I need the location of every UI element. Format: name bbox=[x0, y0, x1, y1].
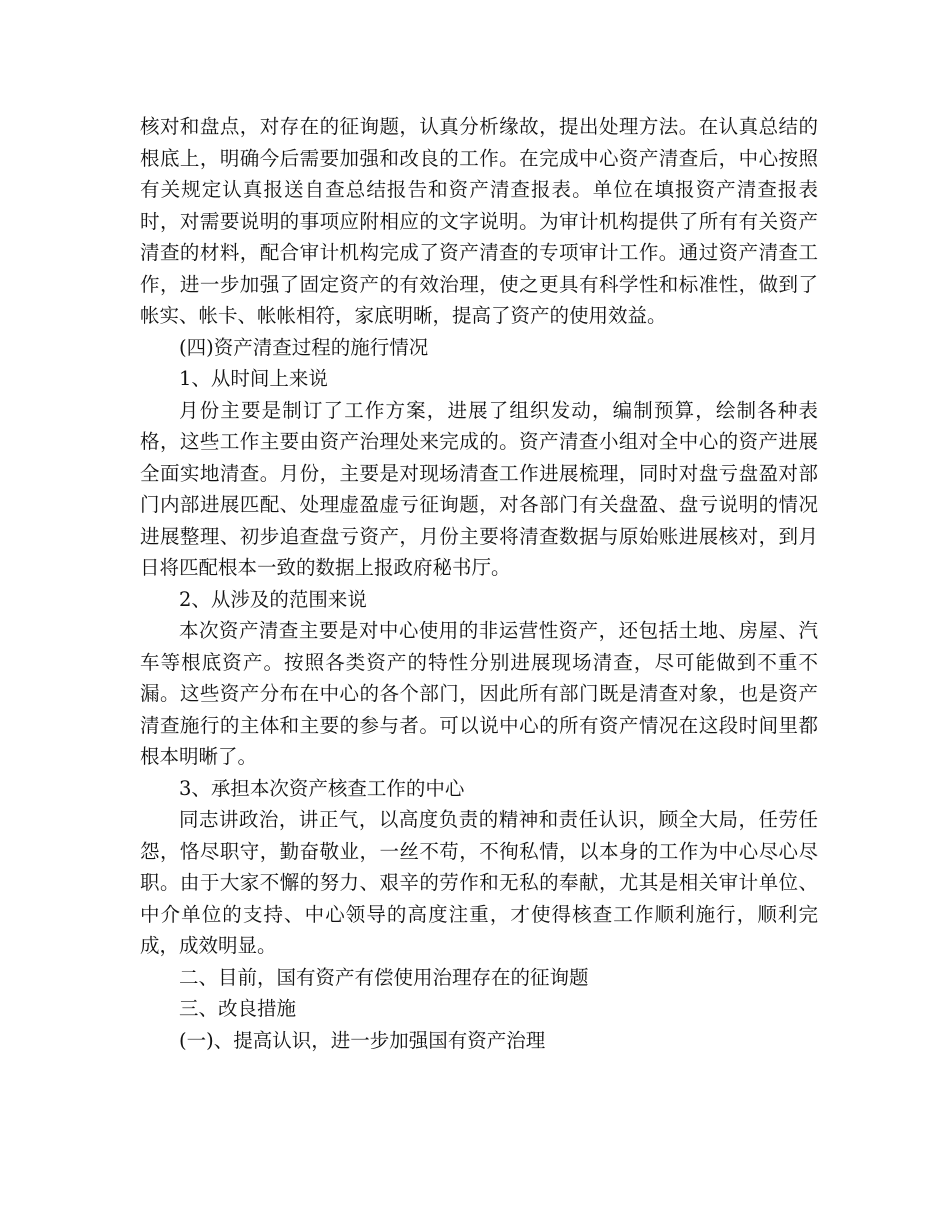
heading-raise-awareness: (一)、提高认识，进一步加强国有资产治理 bbox=[179, 1028, 546, 1052]
paragraph-time-aspect: 月份主要是制订了工作方案，进展了组织发动，编制预算，绘制各种表格，这些工作主要由资产治理处来完成的。资产清查小组对全中心的资产进展全面实地清查。月份，主要是对现场清查工作进展梳理，同时对盘亏盘盈对部门内部进展匹配、处理虚盈虚亏征询题，对各部门有关盘盈、盘亏说明的情况进展整理、初步追查盘亏资产，月份主要将清查数据与原始账进展核对，到月日将匹配根本一致的数据上报政府秘书厅。 bbox=[140, 398, 818, 579]
document-page bbox=[140, 111, 818, 1056]
heading-scope-aspect: 2、从涉及的范围来说 bbox=[179, 587, 367, 611]
heading-responsible-center: 3、承担本次资产核查工作的中心 bbox=[179, 776, 465, 800]
heading-current-issues: 二、目前，国有资产有偿使用治理存在的征询题 bbox=[179, 965, 589, 989]
heading-time-aspect: 1、从时间上来说 bbox=[179, 367, 328, 390]
heading-improvement-measures: 三、改良措施 bbox=[179, 997, 297, 1020]
heading-implementation-status: (四)资产清查过程的施行情况 bbox=[179, 335, 429, 359]
paragraph-responsible-center: 同志讲政治，讲正气，以高度负责的精神和责任认识，顾全大局，任劳任怨，恪尽职守，勤奋敬业，一丝不苟，不徇私情，以本身的工作为中心尽心尽职。由于大家不懈的努力、艰辛的劳作和无私的奉献，尤其是相关审计单位、中介单位的支持、中心领导的高度注重，才使得核查工作顺利施行，顺利完成，成效明显。 bbox=[140, 808, 818, 957]
paragraph-scope-aspect: 本次资产清查主要是对中心使用的非运营性资产，还包括土地、房屋、汽车等根底资产。按照各类资产的特性分别进展现场清查，尽可能做到不重不漏。这些资产分布在中心的各个部门，因此所有部门既是清查对象，也是资产清查施行的主体和主要的参与者。可以说中心的所有资产情况在这段时间里都根本明晰了。 bbox=[140, 619, 818, 768]
paragraph-asset-verification: 核对和盘点，对存在的征询题，认真分析缘故，提出处理方法。在认真总结的根底上，明确今后需要加强和改良的工作。在完成中心资产清查后，中心按照有关规定认真报送自查总结报告和资产清查报表。单位在填报资产清查报表时，对需要说明的事项应附相应的文字说明。为审计机构提供了所有有关资产清查的材料，配合审计机构完成了资产清查的专项审计工作。通过资产清查工作，进一步加强了固定资产的有效治理，使之更具有科学性和标准性，做到了帐实、帐卡、帐帐相符，家底明晰，提高了资产的使用效益。 bbox=[140, 115, 818, 327]
